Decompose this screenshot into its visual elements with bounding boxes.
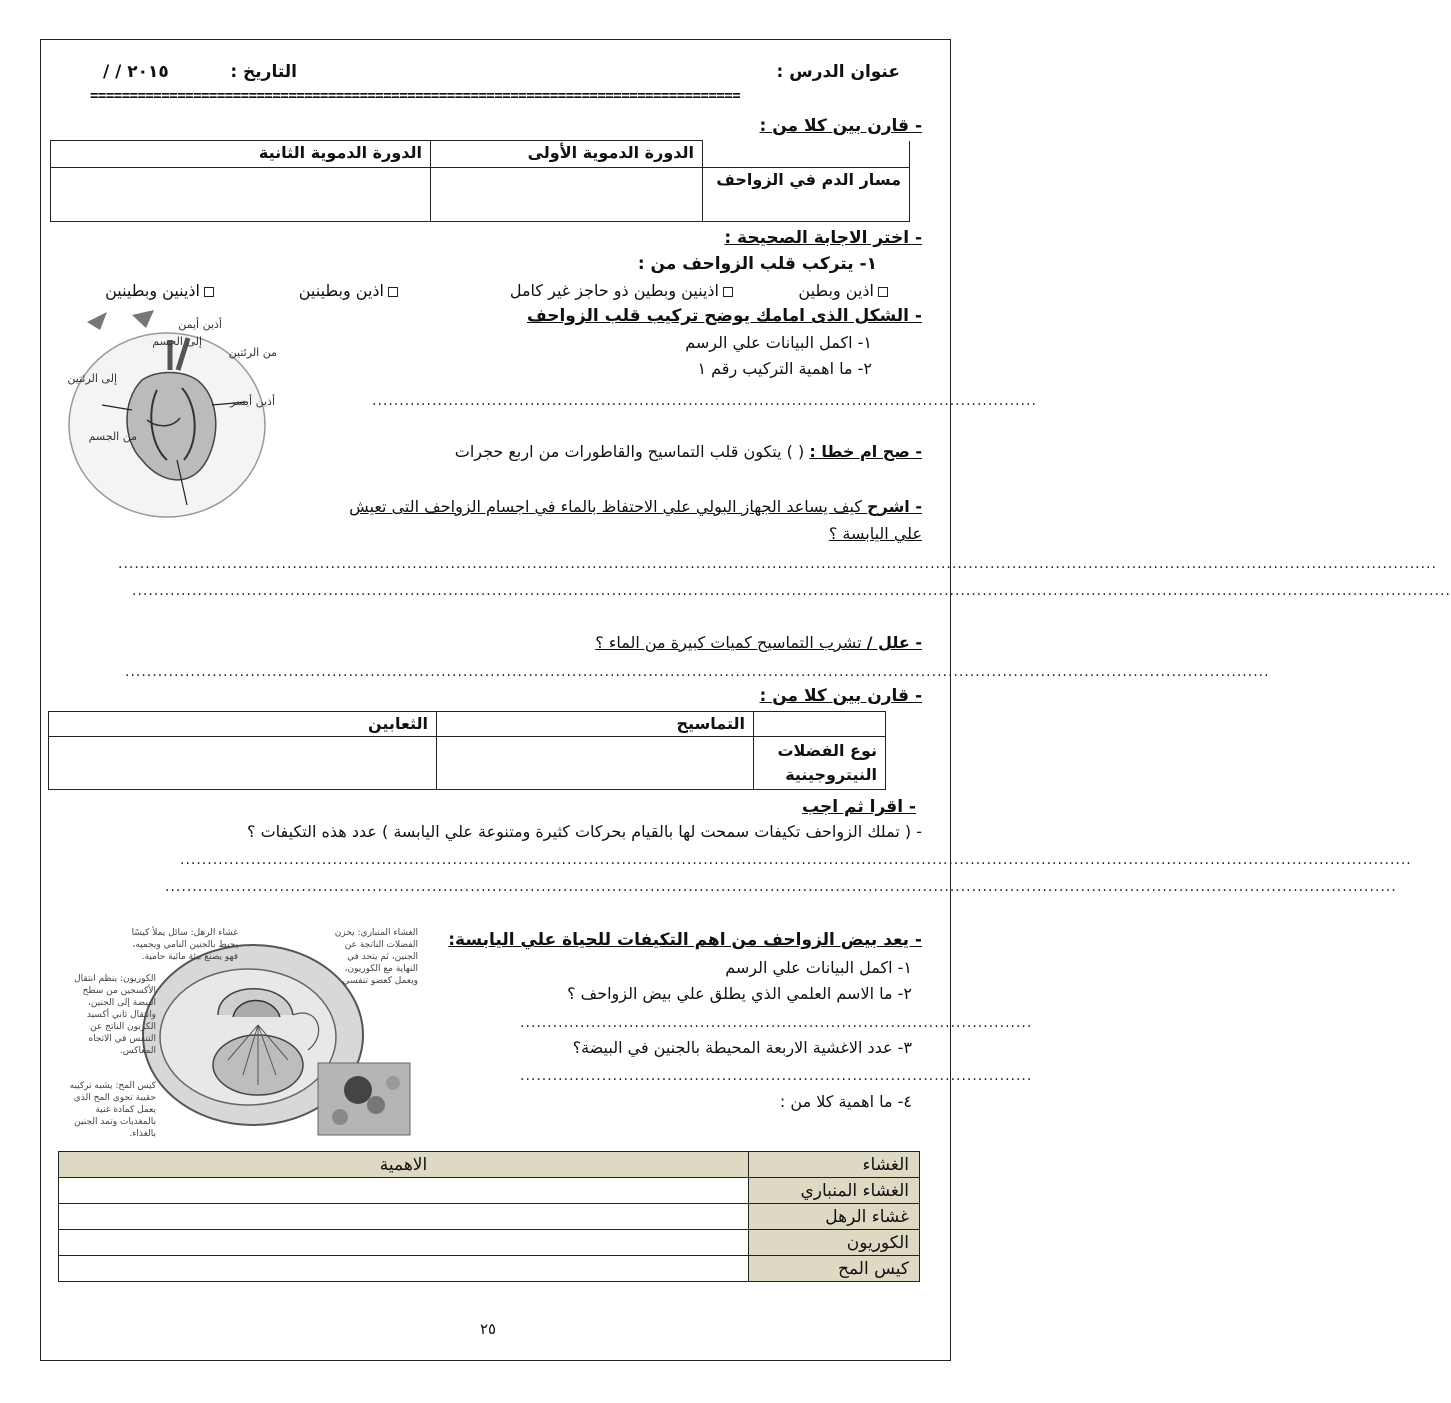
membrane-name: غشاء الرهل: [749, 1204, 920, 1230]
mcq-question-1: ١- يتركب قلب الزواحف من :: [637, 254, 877, 274]
heart-label: إلى الجسم: [152, 335, 202, 348]
membrane-importance-cell[interactable]: [59, 1256, 749, 1282]
egg-question-4: ٤- ما اهمية كلا من :: [779, 1092, 912, 1111]
egg-question-3: ٣- عدد الاغشية الاربعة المحيطة بالجنين في البيضة؟: [572, 1038, 912, 1057]
membrane-name: الكوريون: [749, 1230, 920, 1256]
compare1-heading: - قارن بين كلا من :: [759, 116, 922, 136]
mcq-option-4[interactable]: [105, 281, 218, 300]
answer-line[interactable]: ..............................................................................................: [520, 1015, 1033, 1031]
membrane-importance-cell[interactable]: [59, 1230, 749, 1256]
compare2-table: [48, 711, 886, 790]
egg-question-1: ١- اكمل البيانات علي الرسم: [725, 958, 912, 977]
compare2-cell-second[interactable]: [49, 737, 437, 790]
compare1-corner: [703, 141, 910, 168]
answer-line[interactable]: ..........................................................................................................................: [372, 393, 1037, 409]
compare2-cell-first[interactable]: [437, 737, 754, 790]
checkbox-icon: [723, 287, 733, 297]
egg-note-yolk: كيس المح: يشبه تركيبه حقيبة تحوي المح الذي يعمل كمادة غنية بالمغذيات وتمد الجنين بالغذاء.: [69, 1081, 156, 1139]
membranes-table: [58, 1151, 920, 1282]
answer-line[interactable]: ..................................................................................................................................................................................................................................: [165, 879, 1397, 895]
option-label: اذين وبطينين: [298, 281, 384, 300]
heart-label: من الجسم: [88, 430, 137, 443]
mcq-option-2[interactable]: [510, 281, 737, 300]
explain-question: [349, 497, 922, 516]
membranes-col-name: الغشاء: [749, 1152, 920, 1178]
explain-label: - اشرح: [867, 497, 922, 516]
heart-question-2: ٢- ما اهمية التركيب رقم ١: [697, 359, 872, 378]
reason-question: [595, 633, 922, 652]
egg-question-2: ٢- ما الاسم العلمي الذي يطلق علي بيض الزواحف ؟: [567, 984, 912, 1003]
row-label-line: نوع الفضلات: [777, 741, 877, 760]
checkbox-icon: [388, 287, 398, 297]
answer-line[interactable]: ..................................................................................................................................................................................................................................................: [132, 583, 1451, 599]
compare1-cell-first[interactable]: [431, 168, 703, 222]
membrane-importance-cell[interactable]: [59, 1204, 749, 1230]
compare2-row-label: [754, 737, 886, 790]
separator-line: ==================================================================================: [90, 88, 741, 104]
truefalse-statement: ( ) يتكون قلب التماسيح والقاطورات من اربع حجرات: [454, 442, 805, 461]
heart-label: من الرئتين: [228, 346, 277, 359]
mcq-option-3[interactable]: [299, 281, 402, 300]
membrane-name: كيس المح: [749, 1256, 920, 1282]
heart-heading: - الشكل الذى امامك يوضح تركيب قلب الزواحف: [526, 306, 922, 326]
mcq-heading: - اختر الاجابة الصحيحة :: [724, 228, 922, 248]
explain-text-2: علي اليابسة ؟: [828, 524, 922, 543]
explain-text: كيف يساعد الجهاز البولي علي الاحتفاظ بالماء في اجسام الزواحف التى تعيش: [349, 497, 862, 516]
date-label: التاريخ :: [230, 62, 297, 82]
compare1-col-second: الدورة الدموية الثانية: [51, 141, 431, 168]
page-number: ٢٥: [480, 1320, 497, 1338]
answer-line[interactable]: ..................................................................................................................................................................................................................: [125, 664, 1270, 680]
checkbox-icon: [204, 287, 214, 297]
date-value: / / ٢٠١٥: [103, 62, 169, 82]
heart-label: إلى الرئتين: [67, 372, 117, 385]
reason-text: تشرب التماسيح كميات كبيرة من الماء ؟: [595, 633, 862, 652]
compare1-table: [50, 140, 910, 222]
reason-label: - علل /: [866, 633, 922, 652]
truefalse-question: [455, 442, 922, 461]
compare1-cell-second[interactable]: [51, 168, 431, 222]
checkbox-icon: [878, 287, 888, 297]
heart-question-1: ١- اكمل البيانات علي الرسم: [685, 333, 872, 352]
compare2-col-second: الثعابين: [49, 712, 437, 737]
read-question: - ( تملك الزواحف تكيفات سمحت لها بالقيام بحركات كثيرة ومتنوعة علي اليابسة ) عدد هذه التكيفات ؟: [247, 822, 922, 841]
row-label-line: النيتروجينية: [785, 765, 877, 784]
lesson-title-label: عنوان الدرس :: [776, 62, 900, 82]
answer-line[interactable]: ..................................................................................................................................................................................................................................................: [118, 556, 1437, 572]
heart-label: أذين أيمن: [178, 318, 222, 331]
mcq-option-1[interactable]: [798, 281, 892, 300]
compare2-heading: - قارن بين كلا من :: [759, 686, 922, 706]
compare1-col-first: الدورة الدموية الأولى: [431, 141, 703, 168]
compare2-col-first: التماسيح: [437, 712, 754, 737]
option-label: اذين وبطين: [798, 281, 874, 300]
compare2-corner: [754, 712, 886, 737]
egg-note-amnion: غشاء الرهل: سائل يملأ كيسًا يحيط بالجنين النامي ويحميه، فهو يصنع بيئة مائية حامية.: [131, 928, 238, 962]
truefalse-label: - صح ام خطا :: [809, 442, 922, 461]
option-label: اذينين وبطين ذو حاجز غير كامل: [509, 281, 719, 300]
egg-note-allantois: الغشاء المنباري: يخزن الفضلات الناتجة عن الجنين، ثم يتحد في النهاية مع الكوريون، ويعمل كعضو تنفسي: [334, 928, 418, 986]
membrane-importance-cell[interactable]: [59, 1178, 749, 1204]
read-heading: - اقرا ثم اجب: [802, 797, 916, 817]
egg-heading: - يعد بيض الزواحف من اهم التكيفات للحياة علي اليابسة:: [448, 930, 922, 950]
membranes-col-importance: الاهمية: [59, 1152, 749, 1178]
heart-figure: [62, 310, 277, 520]
compare1-row-label: مسار الدم في الزواحف: [703, 168, 910, 222]
membrane-name: الغشاء المنباري: [749, 1178, 920, 1204]
answer-line[interactable]: ..................................................................................................................................................................................................................................: [180, 852, 1412, 868]
heart-label: أذين أيسر: [230, 395, 275, 408]
egg-note-chorion: الكوريون: ينظم انتقال الأكسجين من سطح البيضة إلى الجنين، وانتقال ثاني أكسيد الكربون الناتج عن التنفس في الاتجاه المعاكس.: [74, 974, 156, 1056]
option-label: اذينين وبطينين: [105, 281, 200, 300]
egg-figure: [58, 925, 418, 1140]
answer-line[interactable]: ..............................................................................................: [520, 1068, 1033, 1084]
